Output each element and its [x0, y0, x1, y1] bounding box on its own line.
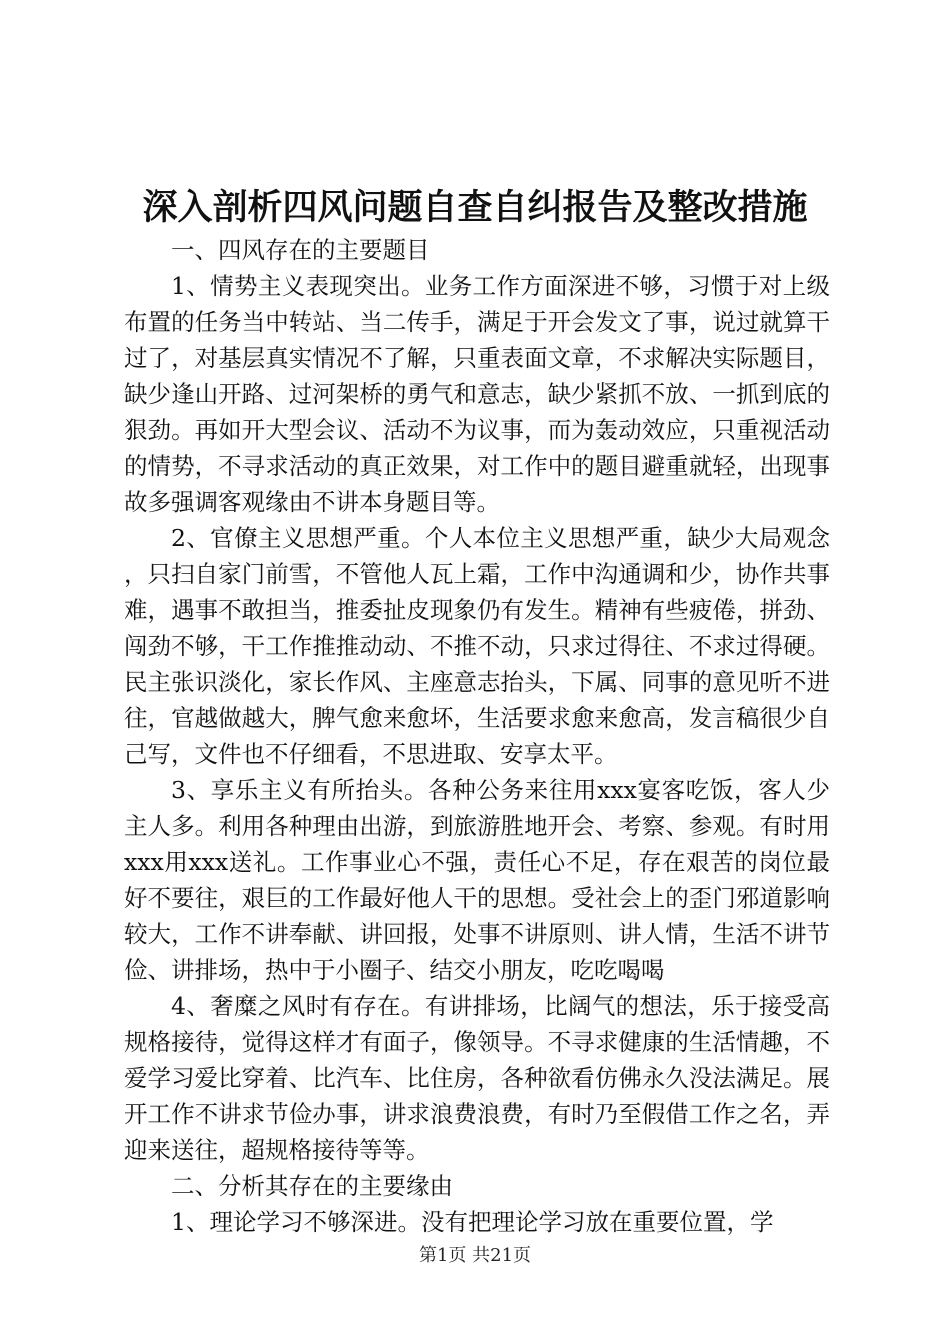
- document-title: 深入剖析四风问题自查自纠报告及整改措施: [142, 187, 808, 228]
- section-heading: 二、分析其存在的主要缘由: [171, 1172, 453, 1200]
- paragraph: 1、理论学习不够深进。没有把理论学习放在重要位置，学: [171, 1208, 774, 1236]
- section-heading: 一、四风存在的主要题目: [171, 236, 430, 264]
- document-body: [124, 232, 830, 1240]
- paragraph: 3、享乐主义有所抬头。各种公务来往用xxx宴客吃饭，客人少主人多。利用各种理由出游，到旅游胜地开会、考察、参观。有时用xxx用xxx送礼。工作事业心不强，责任心不足，存在艰苦的岗位最好不要往，艰巨的工作最好他人干的思想。受社会上的歪门邪道影响较大，工作不讲奉献、讲回报，处事不讲原则、讲人情，生活不讲节俭、讲排场，热中于小圈子、结交小朋友，吃吃喝喝: [124, 776, 830, 984]
- paragraph: 4、奢糜之风时有存在。有讲排场，比阔气的想法，乐于接受高规格接待，觉得这样才有面子，像领导。不寻求健康的生活情趣，不爱学习爱比穿着、比汽车、比住房，各种欲看仿佛永久没法满足。展开工作不讲求节俭办事，讲求浪费浪费，有时乃至假借工作之名，弄迎来送往，超规格接待等等。: [124, 992, 830, 1164]
- paragraph: 1、情势主义表现突出。业务工作方面深进不够，习惯于对上级布置的任务当中转站、当二传手，满足于开会发文了事，说过就算干过了，对基层真实情况不了解，只重表面文章，不求解决实际题目，缺少逢山开路、过河架桥的勇气和意志，缺少紧抓不放、一抓到底的狠劲。再如开大型会议、活动不为议事，而为轰动效应，只重视活动的情势，不寻求活动的真正效果，对工作中的题目避重就轻，出现事故多强调客观缘由不讲本身题目等。: [124, 272, 830, 516]
- paragraph: 2、官僚主义思想严重。个人本位主义思想严重，缺少大局观念，只扫自家门前雪，不管他人瓦上霜，工作中沟通调和少，协作共事难，遇事不敢担当，推委扯皮现象仍有发生。精神有些疲倦，拼劲、闯劲不够，干工作推推动动、不推不动，只求过得往、不求过得硬。民主张识淡化，家长作风、主座意志抬头，下属、同事的意见听不进往，官越做越大，脾气愈来愈坏，生活要求愈来愈高，发言稿很少自己写，文件也不仔细看，不思进取、安享太平。: [124, 524, 830, 768]
- page-footer: 第1页 共21页: [418, 1245, 532, 1266]
